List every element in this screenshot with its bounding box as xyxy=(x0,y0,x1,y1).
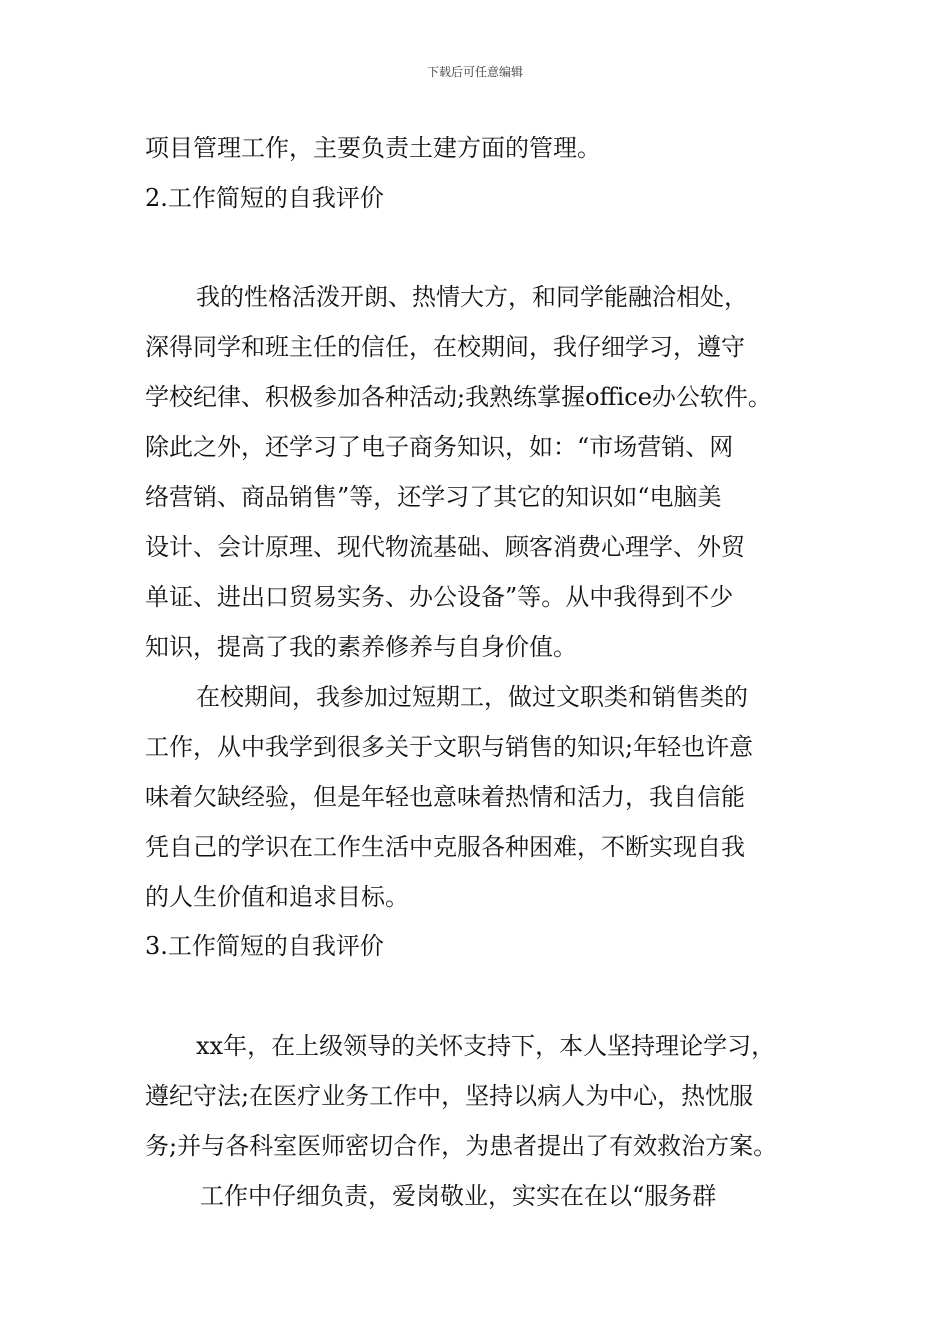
text-line: 设计、会计原理、现代物流基础、顾客消费心理学、外贸 xyxy=(145,533,745,561)
text-line: 我的性格活泼开朗、热情大方，和同学能融洽相处， xyxy=(196,283,748,311)
text-line: 项目管理工作，主要负责土建方面的管理。 xyxy=(145,134,601,162)
text-line: 单证、进出口贸易实务、办公设备”等。从中我得到不少 xyxy=(145,583,734,611)
text-line: 络营销、商品销售”等，还学习了其它的知识如“电脑美 xyxy=(145,483,722,511)
text-line: 在校期间，我参加过短期工，做过文职类和销售类的 xyxy=(196,683,748,711)
text-line: xx年，在上级领导的关怀支持下，本人坚持理论学习， xyxy=(196,1032,776,1060)
text-line: 味着欠缺经验，但是年轻也意味着热情和活力，我自信能 xyxy=(145,783,745,811)
text-line: 学校纪律、积极参加各种活动;我熟练掌握office办公软件。 xyxy=(145,383,772,411)
text-line: 的人生价值和追求目标。 xyxy=(145,883,409,911)
text-line: 工作，从中我学到很多关于文职与销售的知识;年轻也许意 xyxy=(145,733,754,761)
text-line: 凭自己的学识在工作生活中克服各种困难，不断实现自我 xyxy=(145,833,745,861)
section-heading: 3.工作简短的自我评价 xyxy=(145,932,384,960)
text-line: 知识，提高了我的素养修养与自身价值。 xyxy=(145,633,577,661)
page-header: 下载后可任意编辑 xyxy=(426,65,523,79)
text-line: 深得同学和班主任的信任，在校期间，我仔细学习，遵守 xyxy=(145,333,745,361)
text-line: 除此之外，还学习了电子商务知识，如：“市场营销、网 xyxy=(145,433,734,461)
text-line: 遵纪守法;在医疗业务工作中，坚持以病人为中心，热忱服 xyxy=(145,1082,754,1110)
text-line: 工作中仔细负责，爱岗敬业，实实在在以“服务群 xyxy=(200,1182,717,1210)
text-line: 务;并与各科室医师密切合作，为患者提出了有效救治方案。 xyxy=(145,1132,778,1160)
section-heading: 2.工作简短的自我评价 xyxy=(145,184,384,212)
